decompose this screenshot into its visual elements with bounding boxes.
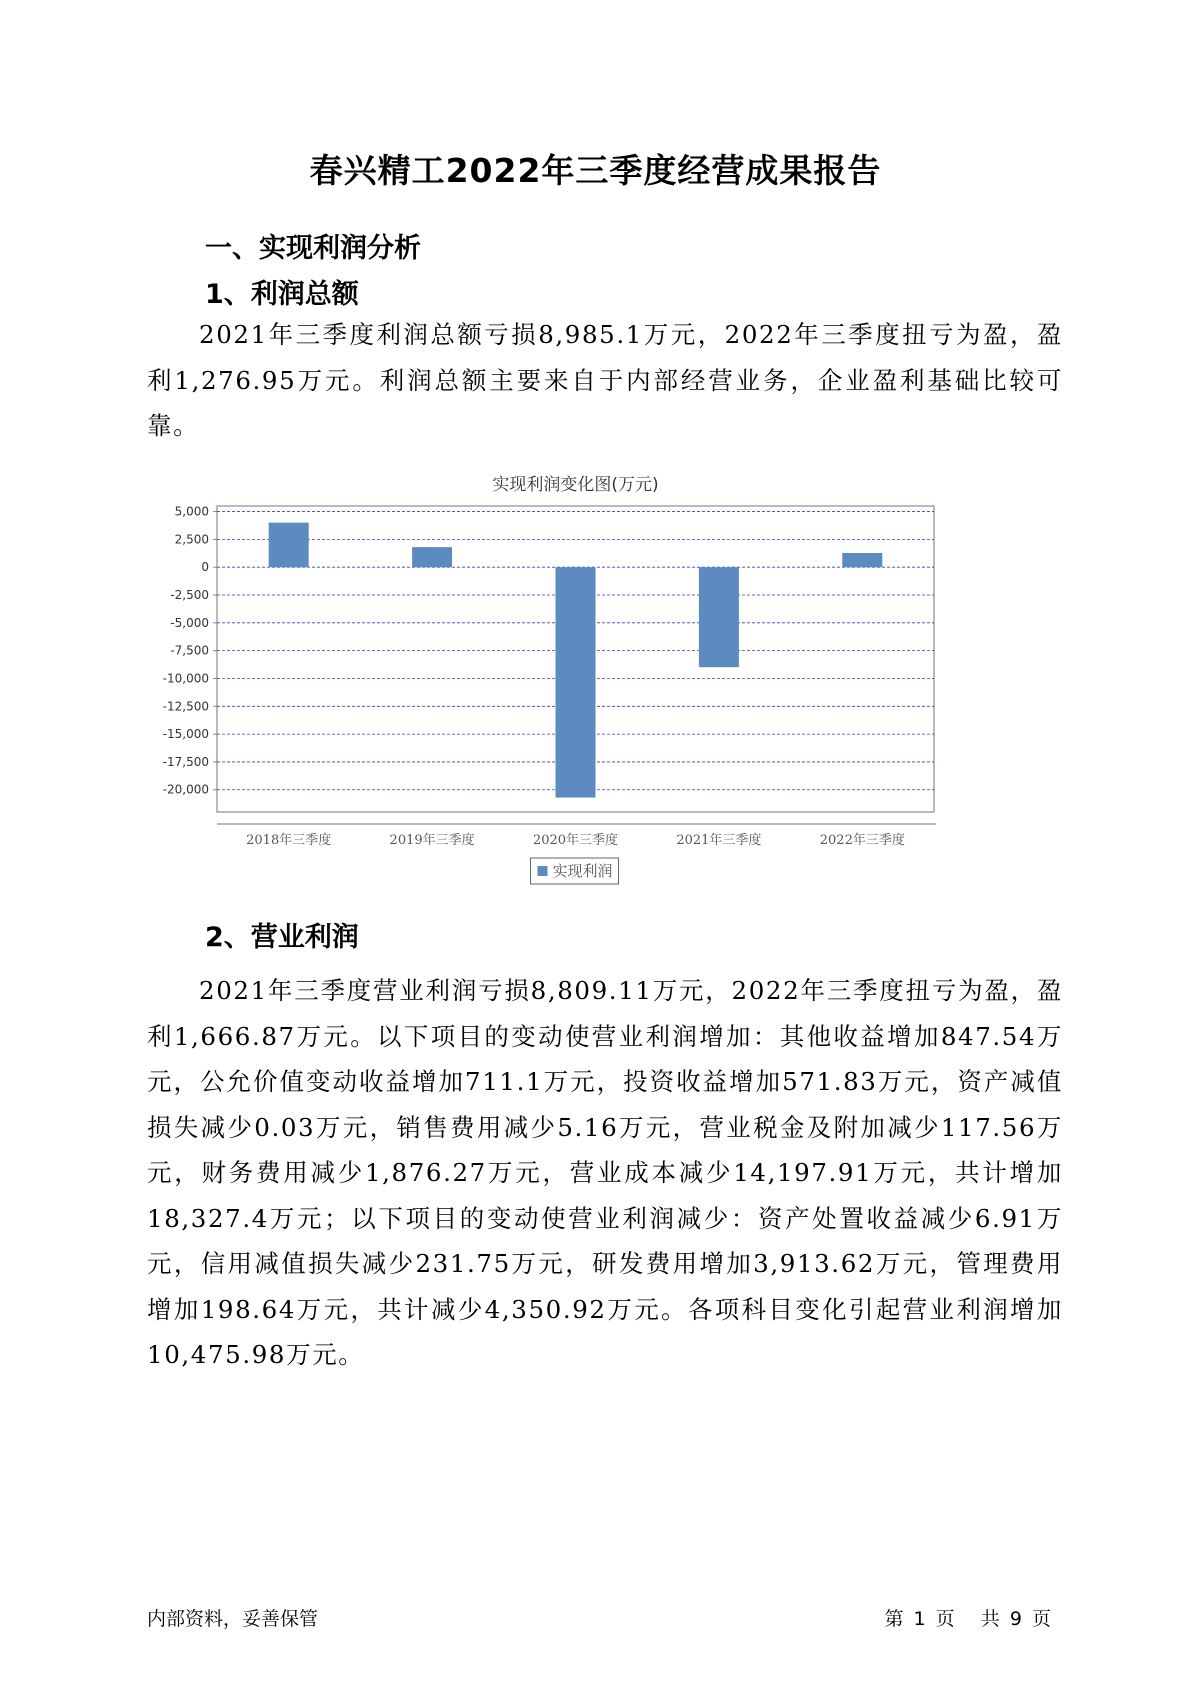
y-tick-label: -7,500 bbox=[170, 643, 209, 658]
x-category-label: 2021年三季度 bbox=[676, 833, 762, 848]
bar-2019年三季度 bbox=[412, 547, 452, 567]
y-tick-label: 0 bbox=[201, 560, 209, 575]
x-category-label: 2018年三季度 bbox=[246, 833, 332, 848]
bar-2018年三季度 bbox=[269, 523, 309, 568]
y-tick-label: -5,000 bbox=[170, 615, 209, 630]
x-category-label: 2022年三季度 bbox=[819, 833, 905, 848]
page-prefix: 第 bbox=[884, 1608, 906, 1630]
x-category-label: 2020年三季度 bbox=[532, 833, 619, 848]
bar-2021年三季度 bbox=[699, 567, 739, 667]
profit-chart-svg bbox=[150, 475, 1020, 958]
total-prefix: 共 bbox=[980, 1608, 1002, 1630]
y-tick-label: 2,500 bbox=[174, 532, 209, 547]
footer-confidential-note: 内部资料，妥善保管 bbox=[147, 1608, 319, 1630]
y-tick-label: -10,000 bbox=[162, 671, 209, 686]
paragraph-total-profit: 2021年三季度利润总额亏损8,985.1万元，2022年三季度扭亏为盈，盈利1,276.95万元。利润总额主要来自于内部经营业务，企业盈利基础比较可靠。 bbox=[147, 320, 1063, 440]
bar-2020年三季度 bbox=[556, 567, 596, 797]
y-tick-label: 5,000 bbox=[174, 504, 209, 519]
section-heading-profit-analysis: 一、实现利润分析 bbox=[205, 233, 421, 264]
current-page: 1 bbox=[913, 1608, 928, 1630]
paragraph-operating-profit: 2021年三季度营业利润亏损8,809.11万元，2022年三季度扭亏为盈，盈利1,666.87万元。以下项目的变动使营业利润增加：其他收益增加847.54万元，公允价值变动收益增加711.1万元，投资收益增加571.83万元，资产减值损失减少0.03万元，销售费用减少5.16万元，营业税金及附加减少117.56万元，财务费用减少1,876.27万元，营业成本减少14,197.91万元，共计增加18,327.4万元；以下项目的变动使营业利润减少：资产处置收益减少6.91万元，信用减值损失减少231.75万元，研发费用增加3,913.62万元，管理费用增加198.64万元，共计减少4,350.92万元。各项科目变化引起营业利润增加10,475.98万元。 bbox=[147, 976, 1063, 1369]
legend-swatch bbox=[538, 866, 548, 876]
profit-chart bbox=[150, 475, 1020, 958]
page-suffix: 页 bbox=[935, 1608, 957, 1630]
y-tick-label: -2,500 bbox=[170, 588, 209, 603]
legend-label: 实现利润 bbox=[552, 862, 613, 880]
bar-2022年三季度 bbox=[842, 553, 882, 567]
document-title: 春兴精工2022年三季度经营成果报告 bbox=[309, 151, 882, 190]
x-category-label: 2019年三季度 bbox=[389, 833, 475, 848]
chart-title: 实现利润变化图(万元) bbox=[492, 475, 659, 495]
subheading-total-profit: 1、利润总额 bbox=[205, 279, 359, 310]
footer-page-number bbox=[884, 1604, 1053, 1631]
y-tick-label: -20,000 bbox=[162, 782, 209, 797]
total-pages: 9 bbox=[1009, 1608, 1024, 1630]
y-tick-label: -17,500 bbox=[162, 754, 209, 769]
total-suffix: 页 bbox=[1031, 1608, 1053, 1630]
y-tick-label: -15,000 bbox=[162, 727, 209, 742]
subheading-operating-profit: 2、营业利润 bbox=[205, 922, 359, 953]
y-tick-label: -12,500 bbox=[162, 699, 209, 714]
